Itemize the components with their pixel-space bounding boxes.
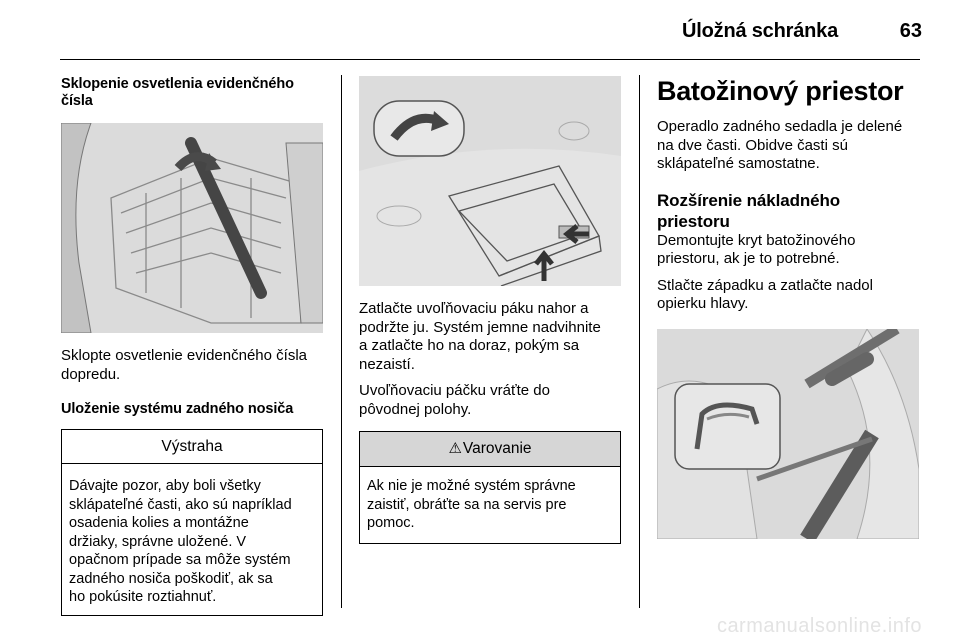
instruction-release-lever: Zatlačte uvoľňovaciu páku nahor a podržte ju. Systém jemne nadvihnite a zatlačte ho na doraz, pokým sa nezaistí. (359, 300, 601, 373)
warning-triangle-icon: ⚠ (448, 440, 462, 457)
license-light-illustration (61, 123, 323, 333)
instruction-fold-light: Sklopte osvetlenie evidenčného čísla dopredu. (61, 347, 307, 383)
section-heading-carrier-storage: Uloženie systému zadného nosiča (61, 401, 294, 417)
column-divider-2 (639, 75, 640, 608)
column-3 (657, 76, 919, 539)
page-header (0, 0, 960, 62)
instruction-remove-cover: Demontujte kryt batožinového priestoru, ak je to potrebné. (657, 231, 856, 267)
carrier-release-illustration (359, 76, 621, 286)
watermark: carmanualsonline.info (716, 615, 922, 637)
header-rule (60, 59, 920, 60)
caution-text: Dávajte pozor, aby boli všetky sklápateľné časti, ako sú napríklad osadenia kolies a montážne držiaky, správne uložené. V opačnom prípade sa môže systém zadného nosiča poškodiť, ak sa ho pokúsite roztiahnuť. (69, 478, 292, 605)
paragraph-split-seat: Operadlo zadného sedadla je delené na dve časti. Obidve časti sú sklápateľné samostatne. (657, 118, 903, 172)
page-title: Úložná schránka (682, 20, 838, 42)
caution-title: Výstraha (62, 430, 322, 464)
page-number: 63 (899, 20, 922, 42)
headrest-drawing (657, 329, 919, 539)
subsection-heading-cargo: Rozšírenie nákladného priestoru (657, 190, 841, 231)
warning-box (359, 431, 621, 544)
section-heading-license-light: Sklopenie osvetlenia evidenčného čísla (61, 76, 294, 109)
headrest-illustration (657, 329, 919, 539)
column-2 (359, 76, 621, 544)
license-light-drawing (61, 123, 323, 333)
section-title-luggage: Batožinový priestor (657, 76, 904, 106)
instruction-return-lever: Uvoľňovaciu páčku vráťte do pôvodnej polohy. (359, 382, 550, 418)
column-divider-1 (341, 75, 342, 608)
carrier-release-drawing (359, 76, 621, 286)
column-1 (61, 76, 323, 616)
warning-text: Ak nie je možné systém správne zaistiť, obráťte sa na servis pre pomoc. (367, 478, 576, 531)
instruction-headrest: Stlačte západku a zatlačte nadol opierku hlavy. (657, 276, 873, 312)
warning-title: ⚠Varovanie (360, 432, 620, 467)
caution-box (61, 429, 323, 616)
